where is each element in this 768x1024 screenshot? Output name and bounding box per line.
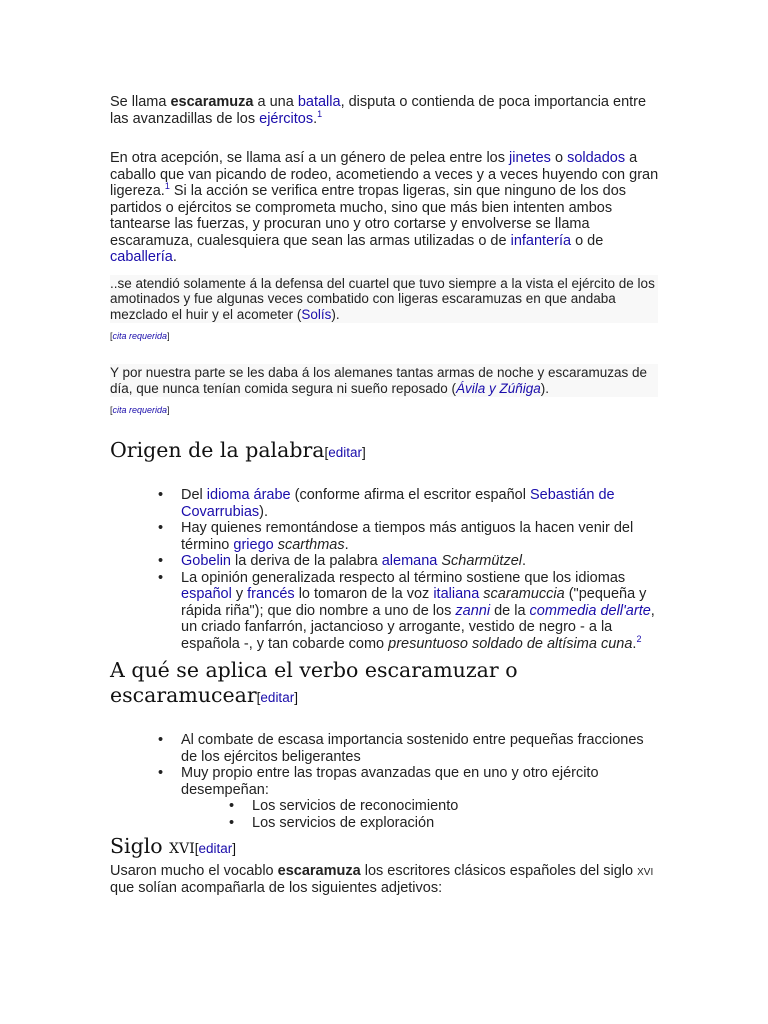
article-body [110, 94, 660, 896]
text: o de [571, 232, 604, 249]
heading-a-que-se-aplica [110, 658, 660, 710]
bold-term: escaramuza [277, 863, 361, 880]
text: Muy propio entre las tropas avanzadas que en uno y otro ejército desempeñan: [181, 765, 599, 798]
reference-2[interactable] [636, 634, 641, 644]
text: , un criado fanfarrón, jactancioso y arrogante, vestido de negro - a la española -, y tan cobarde como [181, 602, 655, 652]
edit-section [257, 690, 298, 705]
text: de la [490, 602, 530, 619]
text: ). [540, 380, 550, 396]
list-item [181, 732, 661, 765]
reference-link[interactable]: 2 [636, 634, 642, 645]
link-italiana[interactable]: italiana [433, 586, 480, 603]
link-infanteria[interactable]: infantería [510, 232, 572, 249]
roman-numeral: xvi [637, 863, 654, 880]
italic-term: scaramuccia [483, 586, 565, 603]
bracket: ] [362, 445, 366, 461]
link-caballeria[interactable]: caballería [110, 249, 173, 265]
bracket: ] [167, 331, 170, 342]
origen-list [181, 487, 661, 652]
bold-term: escaramuza [170, 94, 254, 110]
text: , disputa o contienda de poca importancia entre las avanzadillas de los [110, 94, 647, 127]
reference-1[interactable] [317, 109, 322, 119]
link-gobelin[interactable]: Gobelin [181, 553, 231, 570]
aplica-list [181, 732, 661, 831]
bracket: ] [294, 690, 298, 706]
text: o [550, 150, 568, 166]
text: ). [331, 306, 340, 322]
italic-term: Scharmützel [441, 553, 522, 570]
italic-term: presuntuoso soldado de altísima cuna [388, 635, 633, 652]
edit-link[interactable]: editar [198, 841, 233, 857]
edit-section [195, 841, 236, 856]
siglo-paragraph [110, 863, 660, 896]
link-griego[interactable]: griego [233, 536, 274, 553]
link-ejercitos[interactable]: ejércitos [259, 110, 314, 127]
heading-roman-numeral: xvi [169, 834, 195, 859]
quote-solis [110, 275, 658, 324]
text: Hay quienes remontándose a tiempos más antiguos la hacen venir del término [181, 520, 634, 553]
bracket: [ [110, 331, 113, 342]
text: lo tomaron de la voz [294, 586, 434, 603]
text: . [632, 635, 637, 652]
text: ("pequeña y rápida riña"); que dio nombre a uno de los [181, 586, 647, 619]
link-batalla[interactable]: batalla [297, 94, 341, 110]
citation-needed [110, 331, 660, 342]
heading-text: A qué se aplica el verbo escaramuzar o escaramucear [110, 658, 518, 708]
heading-text: Origen de la palabra [110, 438, 325, 463]
text: y [231, 586, 248, 603]
link-covarrubias[interactable]: Sebastián de Covarrubias [181, 487, 615, 520]
list-item [181, 765, 661, 831]
text: ). [259, 503, 269, 520]
link-idioma-arabe[interactable]: idioma árabe [206, 487, 291, 504]
citation-needed [110, 405, 660, 416]
quote-avila [110, 364, 658, 397]
text: Al combate de escasa importancia sostenido entre pequeñas fracciones de los ejércitos beligerantes [181, 732, 644, 765]
bracket: ] [167, 405, 170, 416]
list-item [181, 570, 661, 653]
text: que solían acompañarla de los siguientes adjetivos: [110, 879, 443, 896]
list-item: • Los servicios de exploración [252, 815, 661, 832]
text: los escritores clásicos españoles del siglo [360, 863, 638, 880]
bracket: [ [256, 690, 261, 706]
link-alemana[interactable]: alemana [381, 553, 438, 570]
link-avila-zuniga[interactable]: Ávila y Zúñiga [456, 380, 541, 396]
intro-paragraph-2 [110, 150, 660, 266]
text: Si la acción se verifica entre tropas ligeras, sin que ninguno de los dos partidos o ejércitos se comprometa mucho, sino que más bien intenten ambos tantearse las fuerzas, y procuran uno y otro cortarse y envolverse se llama escaramuza, cualesquiera que sean las armas utilizadas o de [110, 183, 627, 249]
text: Del [181, 487, 207, 504]
edit-link[interactable]: editar [328, 445, 363, 461]
text: a caballo que van picando de rodeo, acometiendo a veces y a veces huyendo con gran ligereza. [110, 150, 659, 199]
text: (conforme afirma el escritor español [290, 487, 530, 504]
link-soldados[interactable]: soldados [567, 150, 626, 166]
text: Y por nuestra parte se les daba á los alemanes tantas armas de noche y escaramuzas de día, que nunca tenían comida segura ni sueño reposado ( [110, 365, 648, 396]
heading-siglo-xvi [110, 834, 660, 861]
text: la deriva de la palabra [230, 553, 382, 570]
text: Usaron mucho el vocablo [110, 863, 278, 880]
reference-link[interactable]: 1 [164, 181, 170, 192]
text: . [313, 110, 318, 127]
link-jinetes[interactable]: jinetes [509, 150, 551, 166]
reference-link[interactable]: 1 [317, 108, 323, 119]
text: . [172, 249, 177, 265]
text: . [344, 536, 349, 553]
text: Se llama [110, 94, 171, 110]
text: En otra acepción, se llama así a un género de pelea entre los [110, 150, 510, 166]
link-frances[interactable]: francés [247, 586, 295, 603]
italic-term: scarthmas [277, 536, 345, 553]
link-zanni[interactable]: zanni [455, 602, 491, 619]
bracket: [ [324, 445, 329, 461]
bracket: [ [110, 405, 113, 416]
citation-needed-link[interactable]: cita requerida [112, 405, 168, 416]
link-commedia-dellarte[interactable]: commedia dell'arte [529, 602, 651, 619]
list-item [181, 520, 661, 553]
heading-text: Siglo [110, 834, 170, 859]
text: . [521, 553, 527, 570]
list-item: • Los servicios de reconocimiento [252, 798, 661, 815]
edit-link[interactable]: editar [260, 690, 295, 706]
text: a una [253, 94, 298, 110]
list-item [181, 553, 661, 570]
intro-paragraph-1 [110, 94, 660, 127]
list-item [181, 487, 661, 520]
text: ..se atendió solamente á la defensa del cuartel que tuvo siempre a la vista el ejército de los amotinados y fue algunas veces combatido con ligeras escaramuzas en que andaba mezclado el huir y el acometer ( [110, 275, 655, 322]
heading-origen [110, 438, 660, 465]
bracket: [ [194, 841, 199, 857]
link-solis[interactable]: Solís [301, 306, 332, 322]
link-espanol[interactable]: español [181, 586, 232, 603]
citation-needed-link[interactable]: cita requerida [112, 331, 168, 342]
aplica-sublist [252, 798, 661, 831]
text: La opinión generalizada respecto al término sostiene que los idiomas [181, 569, 626, 586]
bracket: ] [232, 841, 237, 857]
edit-section [324, 445, 365, 460]
